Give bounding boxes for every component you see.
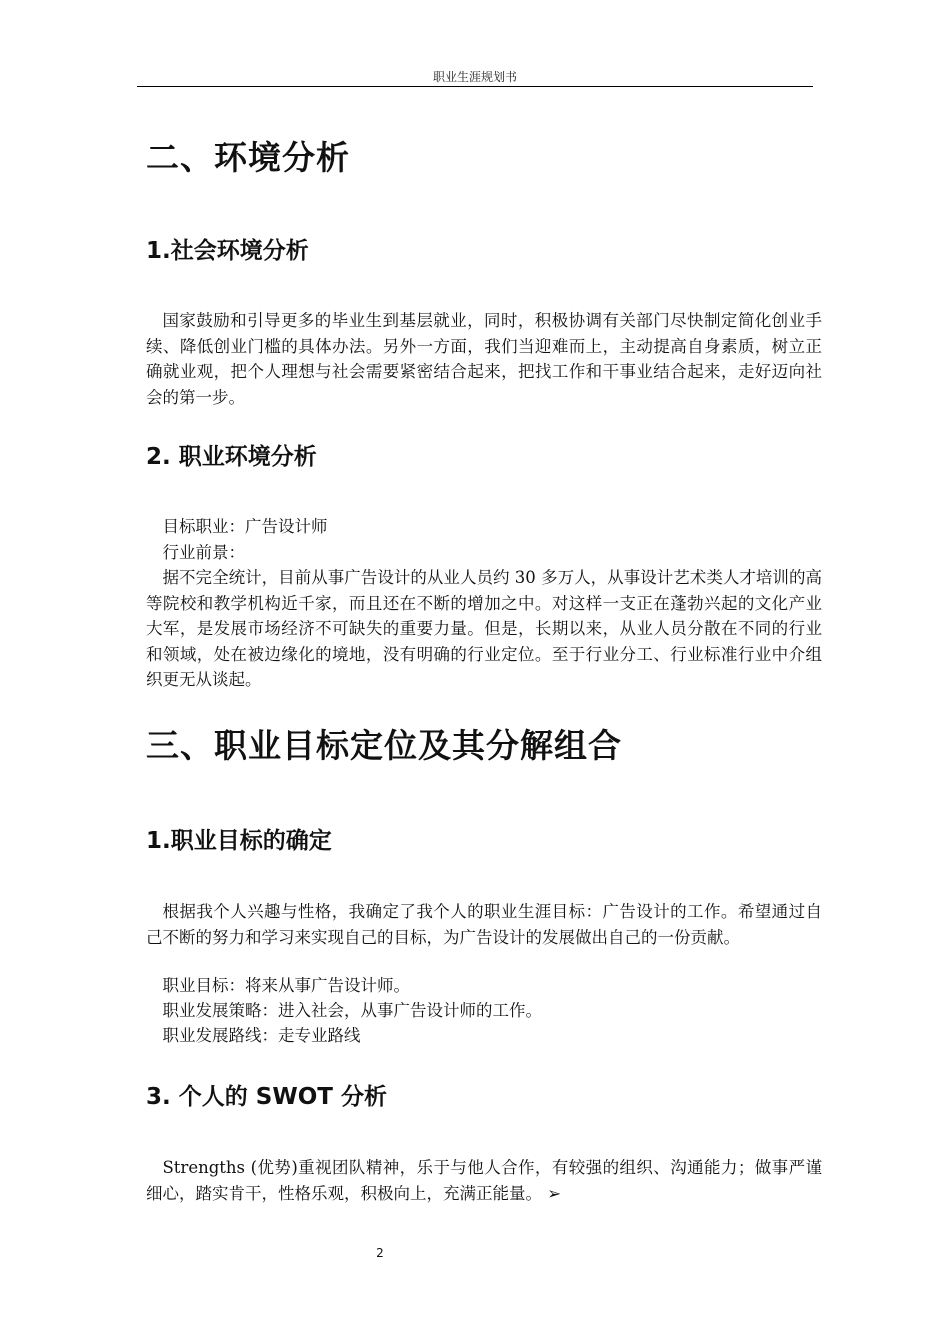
subheading-social-environment: 1.社会环境分析 <box>146 238 309 264</box>
page-number: 2 <box>376 1246 384 1260</box>
paragraph-career-goal: 根据我个人兴趣与性格，我确定了我个人的职业生涯目标：广告设计的工作。希望通过自己不断的努力和学习来实现自己的目标，为广告设计的发展做出自己的一份贡献。 <box>146 902 822 947</box>
career-strategy-line: 职业发展策略：进入社会，从事广告设计师的工作。 <box>162 1001 542 1020</box>
career-goal-line: 职业目标：将来从事广告设计师。 <box>162 976 410 995</box>
paragraph-industry-outlook: 据不完全统计，目前从事广告设计的从业人员约 30 多万人，从事设计艺术类人才培训的高等院校和教学机构近千家，而且还在不断的增加之中。对这样一支正在蓬勃兴起的文化产业大军，是发展市场经济不可缺失的重要力量。但是，长期以来，从业人员分散在不同的行业和领域，处在被边缘化的境地，没有明确的行业定位。至于行业分工、行业标准行业中介组织更无从谈起。 <box>146 568 822 690</box>
subheading-career-goal: 1.职业目标的确定 <box>146 828 332 854</box>
paragraph-social-environment: 国家鼓励和引导更多的毕业生到基层就业，同时，积极协调有关部门尽快制定简化创业手续、降低创业门槛的具体办法。另外一方面，我们当迎难而上，主动提高自身素质，树立正确就业观，把个人理想与社会需要紧密结合起来，把找工作和干事业结合起来，走好迈向社会的第一步。 <box>146 311 822 407</box>
subheading-career-environment: 2. 职业环境分析 <box>146 444 317 470</box>
paragraph-strengths: Strengths (优势)重视团队精神，乐于与他人合作，有较强的组织、沟通能力；做事严谨细心，踏实肯干，性格乐观，积极向上，充满正能量。 ➢ <box>146 1158 822 1203</box>
section-heading-environment: 二、环境分析 <box>146 138 350 177</box>
page-header: 职业生涯规划书 <box>432 70 517 84</box>
subheading-swot: 3. 个人的 SWOT 分析 <box>146 1084 387 1110</box>
header-rule <box>137 86 813 87</box>
career-route-line: 职业发展路线：走专业路线 <box>162 1026 361 1045</box>
section-heading-career-goals: 三、职业目标定位及其分解组合 <box>146 726 622 765</box>
industry-outlook-label: 行业前景： <box>162 543 245 562</box>
target-job-line: 目标职业：广告设计师 <box>162 517 328 536</box>
